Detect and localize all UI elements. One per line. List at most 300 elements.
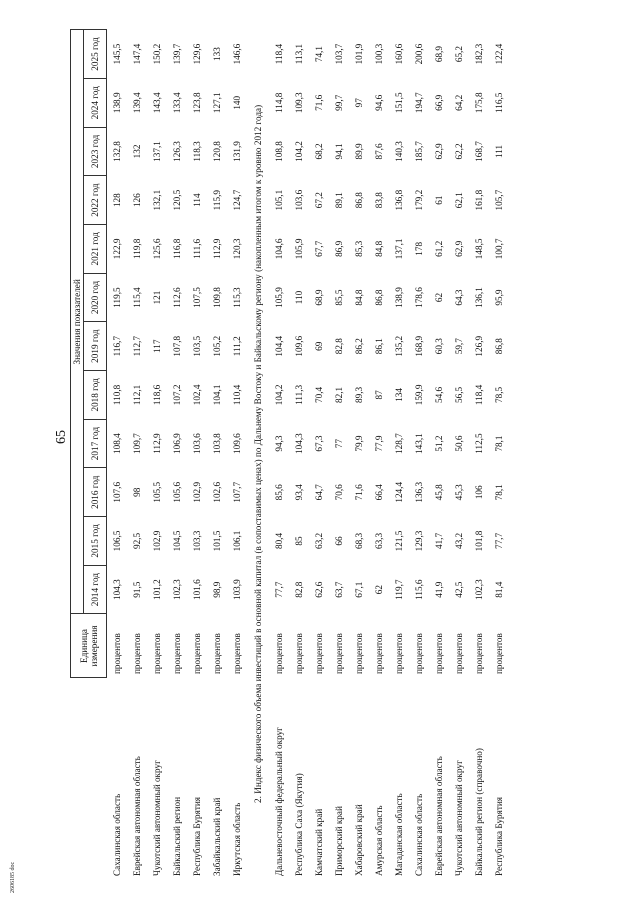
value-cell: 63,7 bbox=[334, 581, 344, 598]
value-cell: 129,3 bbox=[414, 530, 424, 552]
value-cell: 109,3 bbox=[294, 92, 304, 114]
unit-cell: процентов bbox=[212, 633, 222, 674]
value-cell: 103,8 bbox=[212, 433, 222, 454]
value-cell: 128,7 bbox=[394, 433, 404, 454]
value-cell: 118,3 bbox=[192, 141, 202, 162]
value-cell: 103,9 bbox=[232, 579, 242, 600]
value-cell: 101,8 bbox=[474, 530, 484, 552]
unit-header: Единица измерения bbox=[71, 614, 107, 678]
value-cell: 89,9 bbox=[354, 143, 364, 160]
value-cell: 101,2 bbox=[152, 579, 162, 600]
value-cell: 66,4 bbox=[374, 484, 384, 501]
year-header: 2016 год bbox=[84, 468, 107, 517]
table-row bbox=[429, 30, 449, 878]
value-cell: 132,1 bbox=[152, 189, 162, 211]
value-cell: 185,7 bbox=[414, 141, 424, 162]
region-name: Камчатский край bbox=[314, 808, 324, 876]
value-cell: 64,2 bbox=[454, 94, 464, 111]
section-title: 2. Индекс физического объема инвестиций в основной капитал (в сопоставимых ценах) по Дальнему Востоку и Байкальскому региону (накопленным итогом к уровню 2012 года) bbox=[253, 104, 263, 803]
unit-cell: процентов bbox=[374, 633, 384, 674]
value-cell: 125,6 bbox=[152, 238, 162, 260]
value-cell: 114,8 bbox=[274, 92, 284, 113]
region-name: Республика Бурятия bbox=[192, 796, 202, 876]
value-cell: 107,7 bbox=[232, 481, 242, 503]
value-cell: 121 bbox=[152, 290, 162, 305]
value-cell: 140,3 bbox=[394, 141, 404, 162]
value-cell: 86,9 bbox=[334, 240, 344, 257]
value-cell: 74,1 bbox=[314, 46, 324, 63]
section-row bbox=[247, 30, 269, 878]
value-cell: 109,8 bbox=[212, 287, 222, 308]
value-cell: 62,2 bbox=[454, 143, 464, 160]
unit-cell: процентов bbox=[334, 633, 344, 674]
year-header: 2023 год bbox=[84, 127, 107, 176]
value-cell: 146,6 bbox=[232, 43, 242, 65]
value-cell: 78,1 bbox=[494, 435, 504, 452]
value-cell: 78,5 bbox=[494, 386, 504, 403]
value-cell: 62,1 bbox=[454, 192, 464, 209]
value-cell: 91,5 bbox=[132, 581, 142, 598]
table-row bbox=[369, 30, 389, 878]
value-cell: 101,6 bbox=[192, 579, 202, 600]
value-cell: 101,9 bbox=[354, 43, 364, 65]
year-header: 2022 год bbox=[84, 176, 107, 225]
value-cell: 104,2 bbox=[294, 141, 304, 162]
value-cell: 102,3 bbox=[474, 579, 484, 600]
value-cell: 69 bbox=[314, 341, 324, 351]
value-cell: 71,6 bbox=[354, 484, 364, 501]
region-name: Чукотский автономный округ bbox=[152, 760, 162, 876]
value-cell: 94,3 bbox=[274, 435, 284, 452]
value-cell: 114 bbox=[192, 193, 202, 207]
value-cell: 62 bbox=[374, 585, 384, 595]
value-cell: 68,2 bbox=[314, 143, 324, 160]
value-cell: 102,9 bbox=[192, 481, 202, 503]
region-name: Еврейская автономная область bbox=[434, 756, 444, 876]
value-cell: 70,6 bbox=[334, 484, 344, 501]
value-cell: 116,8 bbox=[172, 238, 182, 260]
value-cell: 136,1 bbox=[474, 287, 484, 308]
value-cell: 82,8 bbox=[334, 338, 344, 355]
unit-cell: процентов bbox=[232, 633, 242, 674]
value-cell: 111 bbox=[494, 144, 504, 159]
value-cell: 104,4 bbox=[274, 335, 284, 357]
value-cell: 133,4 bbox=[172, 92, 182, 114]
region-name: Республика Саха (Якутия) bbox=[294, 773, 304, 876]
value-cell: 106,9 bbox=[172, 433, 182, 454]
value-cell: 41,9 bbox=[434, 581, 444, 598]
value-cell: 113,1 bbox=[294, 43, 304, 65]
value-cell: 64,3 bbox=[454, 289, 464, 306]
value-cell: 106 bbox=[474, 485, 484, 500]
value-cell: 105,6 bbox=[172, 481, 182, 503]
region-name: Магаданская область bbox=[394, 793, 404, 876]
value-cell: 66 bbox=[334, 536, 344, 546]
unit-cell: процентов bbox=[172, 633, 182, 674]
value-cell: 105,5 bbox=[152, 481, 162, 503]
value-cell: 107,6 bbox=[112, 481, 122, 503]
value-cell: 103,5 bbox=[192, 335, 202, 357]
value-cell: 143,4 bbox=[152, 92, 162, 114]
value-cell: 102,9 bbox=[152, 530, 162, 552]
unit-cell: процентов bbox=[434, 633, 444, 674]
value-cell: 140 bbox=[232, 95, 242, 110]
value-cell: 62 bbox=[434, 292, 444, 303]
value-cell: 115,4 bbox=[132, 287, 142, 308]
value-cell: 67,7 bbox=[314, 240, 324, 257]
value-cell: 147,4 bbox=[132, 43, 142, 65]
value-cell: 68,9 bbox=[434, 46, 444, 63]
values-header: Значения показателей bbox=[71, 30, 84, 614]
table-row bbox=[269, 30, 289, 878]
region-name: Республика Бурятия bbox=[494, 796, 504, 876]
value-cell: 51,2 bbox=[434, 435, 444, 452]
value-cell: 110 bbox=[294, 290, 304, 305]
value-cell: 116,7 bbox=[112, 336, 122, 357]
year-header: 2018 год bbox=[84, 371, 107, 420]
value-cell: 87 bbox=[374, 390, 384, 400]
value-cell: 104,1 bbox=[212, 384, 222, 406]
table-row bbox=[167, 30, 187, 878]
table-row bbox=[187, 30, 207, 878]
value-cell: 143,1 bbox=[414, 433, 424, 454]
value-cell: 67,3 bbox=[314, 435, 324, 452]
value-cell: 85,5 bbox=[334, 289, 344, 306]
value-cell: 112,6 bbox=[172, 287, 182, 308]
value-cell: 106,5 bbox=[112, 530, 122, 552]
value-cell: 67,2 bbox=[314, 192, 324, 209]
value-cell: 145,5 bbox=[112, 43, 122, 65]
table-row bbox=[147, 30, 167, 878]
table-row bbox=[449, 30, 469, 878]
value-cell: 107,5 bbox=[192, 287, 202, 308]
value-cell: 119,5 bbox=[112, 287, 122, 308]
document-code: 2606185 doc bbox=[10, 861, 16, 893]
value-cell: 94,1 bbox=[334, 143, 344, 160]
value-cell: 118,4 bbox=[274, 43, 284, 65]
value-cell: 84,8 bbox=[374, 240, 384, 257]
value-cell: 107,8 bbox=[172, 335, 182, 357]
value-cell: 168,7 bbox=[474, 141, 484, 162]
value-cell: 160,6 bbox=[394, 43, 404, 65]
value-cell: 65,2 bbox=[454, 46, 464, 63]
value-cell: 81,4 bbox=[494, 581, 504, 598]
year-header: 2017 год bbox=[84, 419, 107, 468]
value-cell: 60,3 bbox=[434, 338, 444, 355]
value-cell: 98,9 bbox=[212, 581, 222, 598]
value-cell: 122,4 bbox=[494, 43, 504, 65]
value-cell: 123,8 bbox=[192, 92, 202, 114]
value-cell: 159,9 bbox=[414, 384, 424, 406]
table-row bbox=[207, 30, 227, 878]
table-row bbox=[309, 30, 329, 878]
unit-cell: процентов bbox=[354, 633, 364, 674]
value-cell: 120,3 bbox=[232, 238, 242, 260]
value-cell: 104,3 bbox=[294, 433, 304, 454]
value-cell: 111,6 bbox=[192, 238, 202, 259]
value-cell: 182,3 bbox=[474, 43, 484, 65]
region-name: Еврейская автономная область bbox=[132, 756, 142, 876]
value-cell: 105,1 bbox=[274, 189, 284, 211]
value-cell: 116,5 bbox=[494, 92, 504, 113]
value-cell: 80,4 bbox=[274, 532, 284, 550]
value-cell: 112,1 bbox=[132, 384, 142, 406]
value-cell: 77 bbox=[334, 439, 344, 449]
value-cell: 112,7 bbox=[132, 336, 142, 357]
value-cell: 103,3 bbox=[192, 530, 202, 552]
value-cell: 79,9 bbox=[354, 435, 364, 452]
value-cell: 161,8 bbox=[474, 189, 484, 211]
value-cell: 77,9 bbox=[374, 435, 384, 452]
value-cell: 86,2 bbox=[354, 338, 364, 355]
value-cell: 89,1 bbox=[334, 192, 344, 209]
value-cell: 132 bbox=[132, 144, 142, 159]
value-cell: 85,3 bbox=[354, 240, 364, 257]
region-name: Амурская область bbox=[374, 805, 384, 876]
year-header: 2020 год bbox=[84, 273, 107, 322]
value-cell: 61,2 bbox=[434, 240, 444, 257]
value-cell: 83,8 bbox=[374, 192, 384, 209]
value-cell: 112,9 bbox=[152, 433, 162, 454]
value-cell: 136,3 bbox=[414, 481, 424, 503]
value-cell: 118,4 bbox=[474, 384, 484, 406]
value-cell: 194,7 bbox=[414, 92, 424, 114]
value-cell: 45,3 bbox=[454, 484, 464, 501]
value-cell: 103,6 bbox=[192, 433, 202, 454]
name-header-blank bbox=[71, 678, 107, 878]
value-cell: 41,7 bbox=[434, 532, 444, 550]
value-cell: 66,9 bbox=[434, 94, 444, 111]
value-cell: 131,9 bbox=[232, 141, 242, 162]
value-cell: 127,1 bbox=[212, 92, 222, 114]
value-cell: 94,6 bbox=[374, 94, 384, 111]
value-cell: 115,3 bbox=[232, 287, 242, 308]
value-cell: 109,6 bbox=[294, 335, 304, 357]
value-cell: 104,6 bbox=[274, 238, 284, 260]
value-cell: 77,7 bbox=[274, 581, 284, 598]
unit-cell: процентов bbox=[454, 633, 464, 674]
value-cell: 128 bbox=[112, 193, 122, 208]
value-cell: 111,2 bbox=[232, 336, 242, 357]
value-cell: 68,9 bbox=[314, 289, 324, 306]
unit-cell: процентов bbox=[394, 633, 404, 674]
value-cell: 135,2 bbox=[394, 335, 404, 357]
value-cell: 126,9 bbox=[474, 335, 484, 357]
value-cell: 109,7 bbox=[132, 433, 142, 454]
value-cell: 118,6 bbox=[152, 384, 162, 406]
table-row bbox=[409, 30, 429, 878]
region-name: Иркутская область bbox=[232, 802, 242, 876]
value-cell: 64,7 bbox=[314, 484, 324, 501]
value-cell: 111,3 bbox=[294, 384, 304, 405]
value-cell: 105,9 bbox=[294, 238, 304, 260]
value-cell: 107,2 bbox=[172, 384, 182, 406]
value-cell: 104,5 bbox=[172, 530, 182, 552]
value-cell: 115,9 bbox=[212, 189, 222, 211]
region-name: Приморский край bbox=[334, 806, 344, 876]
value-cell: 63,2 bbox=[314, 532, 324, 550]
value-cell: 87,6 bbox=[374, 143, 384, 160]
value-cell: 86,8 bbox=[374, 289, 384, 306]
value-cell: 93,4 bbox=[294, 484, 304, 501]
value-cell: 77,7 bbox=[494, 532, 504, 550]
value-cell: 99,7 bbox=[334, 94, 344, 111]
unit-cell: процентов bbox=[112, 633, 122, 674]
value-cell: 63,3 bbox=[374, 532, 384, 550]
year-header: 2014 год bbox=[84, 565, 107, 614]
value-cell: 100,3 bbox=[374, 43, 384, 65]
value-cell: 71,6 bbox=[314, 94, 324, 111]
value-cell: 126 bbox=[132, 193, 142, 208]
unit-cell: процентов bbox=[152, 633, 162, 674]
region-name: Забайкальский край bbox=[212, 797, 222, 876]
value-cell: 100,7 bbox=[494, 238, 504, 260]
unit-cell: процентов bbox=[494, 633, 504, 674]
value-cell: 86,8 bbox=[354, 192, 364, 209]
unit-cell: процентов bbox=[314, 633, 324, 674]
value-cell: 121,5 bbox=[394, 530, 404, 552]
value-cell: 109,6 bbox=[232, 433, 242, 454]
value-cell: 62,9 bbox=[454, 240, 464, 257]
value-cell: 108,8 bbox=[274, 141, 284, 162]
value-cell: 139,4 bbox=[132, 92, 142, 114]
value-cell: 95,9 bbox=[494, 289, 504, 306]
value-cell: 42,5 bbox=[454, 581, 464, 598]
value-cell: 179,2 bbox=[414, 189, 424, 211]
value-cell: 70,4 bbox=[314, 386, 324, 403]
value-cell: 132,8 bbox=[112, 141, 122, 162]
value-cell: 45,8 bbox=[434, 484, 444, 501]
value-cell: 103,6 bbox=[294, 189, 304, 211]
value-cell: 86,1 bbox=[374, 338, 384, 355]
value-cell: 110,4 bbox=[232, 384, 242, 406]
value-cell: 124,4 bbox=[394, 481, 404, 503]
table-row bbox=[329, 30, 349, 878]
value-cell: 98 bbox=[132, 487, 142, 497]
value-cell: 105,7 bbox=[494, 189, 504, 211]
unit-cell: процентов bbox=[132, 633, 142, 674]
indicators-table bbox=[70, 29, 509, 878]
value-cell: 82,8 bbox=[294, 581, 304, 598]
value-cell: 85 bbox=[294, 536, 304, 546]
table-row bbox=[489, 30, 509, 878]
table-row bbox=[469, 30, 489, 878]
value-cell: 151,5 bbox=[394, 92, 404, 114]
region-name: Сахалинская область bbox=[111, 793, 122, 876]
unit-cell: процентов bbox=[474, 633, 484, 674]
value-cell: 82,1 bbox=[334, 386, 344, 403]
region-name: Чукотский автономный округ bbox=[454, 760, 464, 876]
value-cell: 150,2 bbox=[152, 43, 162, 65]
unit-cell: процентов bbox=[414, 633, 424, 674]
value-cell: 200,6 bbox=[414, 43, 424, 65]
value-cell: 106,1 bbox=[232, 530, 242, 552]
value-cell: 168,9 bbox=[414, 335, 424, 357]
value-cell: 97 bbox=[354, 98, 364, 108]
table-row bbox=[107, 30, 128, 878]
value-cell: 86,8 bbox=[494, 338, 504, 355]
value-cell: 84,8 bbox=[354, 289, 364, 306]
value-cell: 119,8 bbox=[132, 238, 142, 260]
table-row bbox=[127, 30, 147, 878]
unit-cell: процентов bbox=[294, 633, 304, 674]
value-cell: 120,5 bbox=[172, 189, 182, 211]
value-cell: 105,9 bbox=[274, 287, 284, 308]
value-cell: 105,2 bbox=[212, 335, 222, 357]
value-cell: 104,2 bbox=[274, 384, 284, 406]
year-header: 2015 год bbox=[84, 517, 107, 566]
region-name: Байкальский регион bbox=[172, 796, 182, 876]
value-cell: 115,6 bbox=[414, 579, 424, 600]
value-cell: 110,8 bbox=[112, 384, 122, 406]
unit-cell: процентов bbox=[192, 633, 202, 674]
value-cell: 122,9 bbox=[112, 238, 122, 260]
year-header: 2021 год bbox=[84, 225, 107, 274]
value-cell: 62,9 bbox=[434, 143, 444, 160]
value-cell: 137,1 bbox=[394, 238, 404, 260]
region-name: Сахалинская область bbox=[414, 793, 424, 876]
table-row bbox=[349, 30, 369, 878]
value-cell: 117 bbox=[152, 339, 162, 353]
region-name: Хабаровский край bbox=[354, 804, 364, 876]
value-cell: 138,9 bbox=[394, 287, 404, 308]
value-cell: 148,5 bbox=[474, 238, 484, 260]
value-cell: 120,8 bbox=[212, 141, 222, 162]
value-cell: 124,7 bbox=[232, 189, 242, 211]
value-cell: 112,5 bbox=[474, 433, 484, 454]
value-cell: 89,3 bbox=[354, 386, 364, 403]
value-cell: 62,6 bbox=[314, 581, 324, 598]
value-cell: 101,5 bbox=[212, 530, 222, 552]
value-cell: 112,9 bbox=[212, 238, 222, 260]
value-cell: 68,3 bbox=[354, 532, 364, 550]
value-cell: 133 bbox=[212, 47, 222, 61]
value-cell: 139,7 bbox=[172, 43, 182, 65]
year-header: 2025 год bbox=[84, 30, 107, 79]
value-cell: 104,3 bbox=[112, 579, 122, 600]
value-cell: 137,1 bbox=[152, 141, 162, 162]
value-cell: 102,4 bbox=[192, 384, 202, 406]
value-cell: 85,6 bbox=[274, 484, 284, 501]
value-cell: 78,1 bbox=[494, 484, 504, 501]
table-row bbox=[389, 30, 409, 878]
table-row bbox=[289, 30, 309, 878]
value-cell: 108,4 bbox=[112, 433, 122, 454]
value-cell: 103,7 bbox=[334, 43, 344, 65]
unit-cell: процентов bbox=[274, 633, 284, 674]
rotated-table-page bbox=[70, 30, 610, 878]
value-cell: 67,1 bbox=[354, 581, 364, 598]
value-cell: 175,8 bbox=[474, 92, 484, 114]
value-cell: 178 bbox=[414, 241, 424, 256]
table-row bbox=[227, 30, 247, 878]
value-cell: 136,8 bbox=[394, 189, 404, 211]
value-cell: 178,6 bbox=[414, 287, 424, 308]
value-cell: 129,6 bbox=[192, 43, 202, 65]
value-cell: 138,9 bbox=[112, 92, 122, 114]
region-name: Байкальский регион (справочно) bbox=[474, 748, 484, 876]
value-cell: 43,2 bbox=[454, 532, 464, 550]
value-cell: 56,5 bbox=[454, 386, 464, 403]
value-cell: 102,6 bbox=[212, 481, 222, 503]
value-cell: 61 bbox=[434, 195, 444, 205]
value-cell: 50,6 bbox=[454, 435, 464, 452]
value-cell: 54,6 bbox=[434, 386, 444, 403]
page-number: 65 bbox=[54, 430, 69, 444]
value-cell: 126,3 bbox=[172, 141, 182, 162]
year-header: 2019 год bbox=[84, 322, 107, 371]
value-cell: 59,7 bbox=[454, 338, 464, 355]
